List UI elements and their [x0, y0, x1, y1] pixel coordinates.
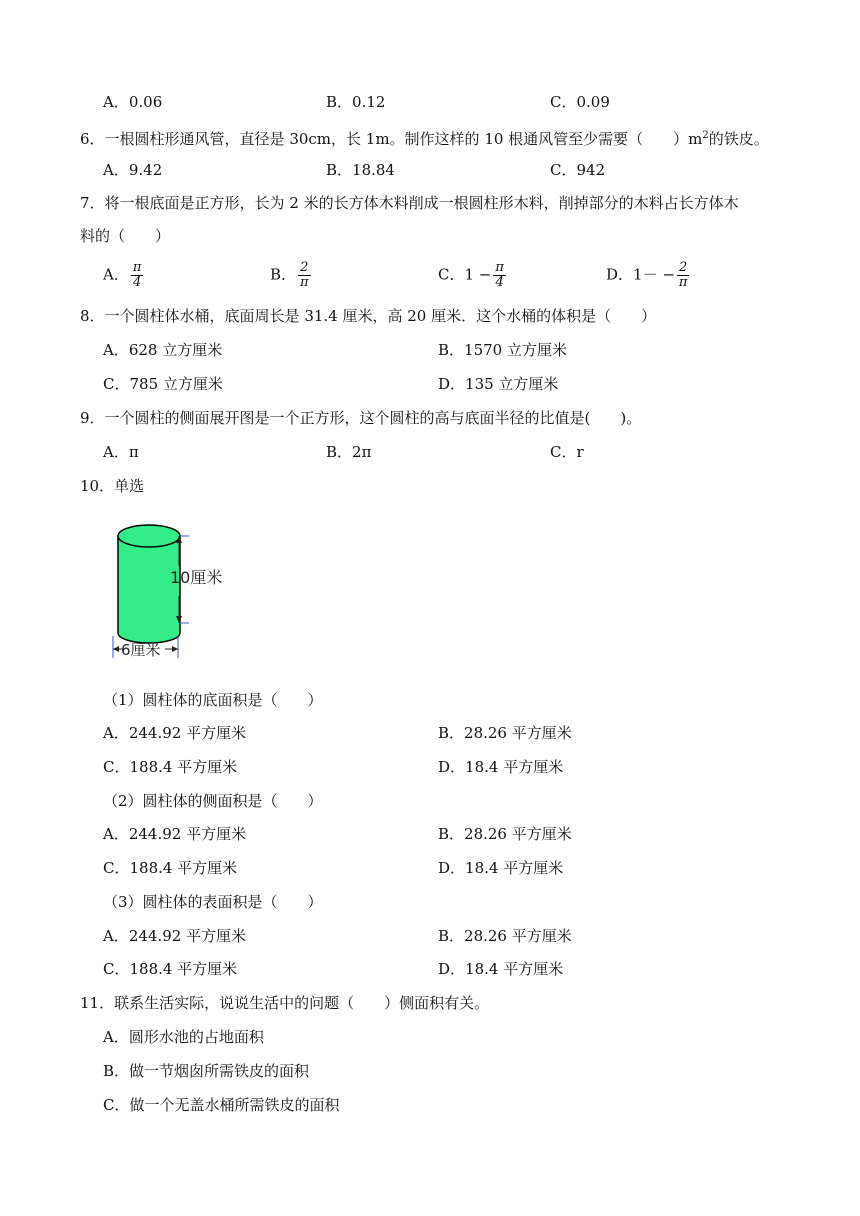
q7-option-a [103, 261, 145, 290]
q10-part2-option-b: B．28.26 平方厘米 [438, 825, 572, 843]
q8-question: 8．一个圆柱体水桶，底面周长是 31.4 厘米，高 20 厘米．这个水桶的体积是（ ） [80, 307, 657, 325]
fraction-denominator: π [300, 275, 309, 290]
diameter-arrowhead-right [172, 646, 178, 652]
q10-part3-question: （3）圆柱体的表面积是（ ） [103, 893, 323, 911]
q5-option-a: A．0.06 [103, 93, 163, 111]
q11-question: 11．联系生活实际，说说生活中的问题（ ）侧面积有关。 [80, 994, 490, 1012]
q6-text-end: 的铁皮。 [708, 130, 769, 148]
q6-option-c: C．942 [550, 161, 606, 179]
q7-option-b [270, 261, 313, 290]
cylinder-top [118, 525, 180, 547]
q8-option-c: C．785 立方厘米 [103, 375, 223, 393]
q10-part2-question: （2）圆柱体的侧面积是（ ） [103, 792, 323, 810]
q7-option-d [606, 261, 691, 290]
q10-part1-option-b: B．28.26 平方厘米 [438, 724, 572, 742]
q6-question [80, 126, 769, 149]
q7-option-c-prefix: 1 − [464, 265, 492, 284]
fraction-numerator: 2 [298, 261, 311, 276]
fraction-numerator: 2 [677, 261, 690, 276]
q7-option-c-fraction [493, 261, 506, 290]
q7-option-c [438, 261, 508, 290]
q7-option-a-label: A． [103, 265, 129, 284]
q10-part3-option-b: B．28.26 平方厘米 [438, 927, 572, 945]
q9-option-b: B．2π [326, 443, 372, 461]
q10-part2-option-d: D．18.4 平方厘米 [438, 859, 564, 877]
cylinder-figure [105, 508, 245, 668]
height-label: 10厘米 [170, 568, 223, 587]
q10-part1-option-a: A．244.92 平方厘米 [103, 724, 247, 742]
q9-option-c: C．r [550, 443, 584, 461]
diameter-label: 6厘米 [121, 641, 161, 659]
q10-part1-option-c: C．188.4 平方厘米 [103, 758, 238, 776]
q11-option-a: A．圆形水池的占地面积 [103, 1028, 264, 1046]
cylinder-body [118, 536, 180, 643]
q6-option-a: A．9.42 [103, 161, 163, 179]
fraction-numerator: π [495, 260, 504, 275]
q10-part2-option-a: A．244.92 平方厘米 [103, 825, 247, 843]
fraction-numerator: π [132, 260, 142, 275]
q5-option-c: C．0.09 [550, 93, 610, 111]
q7-option-d-fraction [677, 261, 690, 290]
q8-option-b: B．1570 立方厘米 [438, 341, 567, 359]
q9-option-a: A．π [103, 443, 139, 461]
q8-option-d: D．135 立方厘米 [438, 375, 559, 393]
q10-part3-option-a: A．244.92 平方厘米 [103, 927, 247, 945]
fraction-denominator: 4 [132, 275, 142, 290]
q7-option-d-label: D． [606, 265, 634, 284]
q10-part1-option-d: D．18.4 平方厘米 [438, 758, 564, 776]
q7-option-a-fraction [131, 261, 144, 290]
q6-text: 6．一根圆柱形通风管，直径是 30cm，长 1m。制作这样的 10 根通风管至少需要（ ）m [80, 130, 703, 148]
q7-option-c-label: C． [438, 265, 465, 284]
diameter-arrowhead-left [113, 646, 119, 652]
q10-part2-option-c: C．188.4 平方厘米 [103, 859, 238, 877]
q7-option-b-fraction [298, 261, 311, 290]
q5-option-b: B．0.12 [326, 93, 386, 111]
q10-part3-option-c: C．188.4 平方厘米 [103, 960, 238, 978]
fraction-denominator: 4 [495, 275, 504, 290]
q11-option-b: B．做一节烟囱所需铁皮的面积 [103, 1062, 310, 1080]
q7-question-line1: 7．将一根底面是正方形，长为 2 米的长方体木料削成一根圆柱形木料，削掉部分的木料占长方体木 [80, 194, 739, 212]
q6-option-b: B．18.84 [326, 161, 395, 179]
q9-question: 9．一个圆柱的侧面展开图是一个正方形，这个圆柱的高与底面半径的比值是( )。 [80, 409, 642, 427]
q8-option-a: A．628 立方厘米 [103, 341, 223, 359]
q10-title: 10．单选 [80, 477, 145, 495]
q10-part3-option-d: D．18.4 平方厘米 [438, 960, 564, 978]
q11-option-c: C．做一个无盖水桶所需铁皮的面积 [103, 1096, 340, 1114]
q6-superscript: 2 [702, 130, 709, 141]
q7-option-d-prefix: 1－ − [633, 265, 675, 284]
q7-question-line2: 料的（ ） [80, 227, 171, 245]
fraction-denominator: π [678, 275, 688, 290]
q10-part1-question: （1）圆柱体的底面积是（ ） [103, 691, 323, 709]
q7-option-b-label: B． [270, 265, 297, 284]
